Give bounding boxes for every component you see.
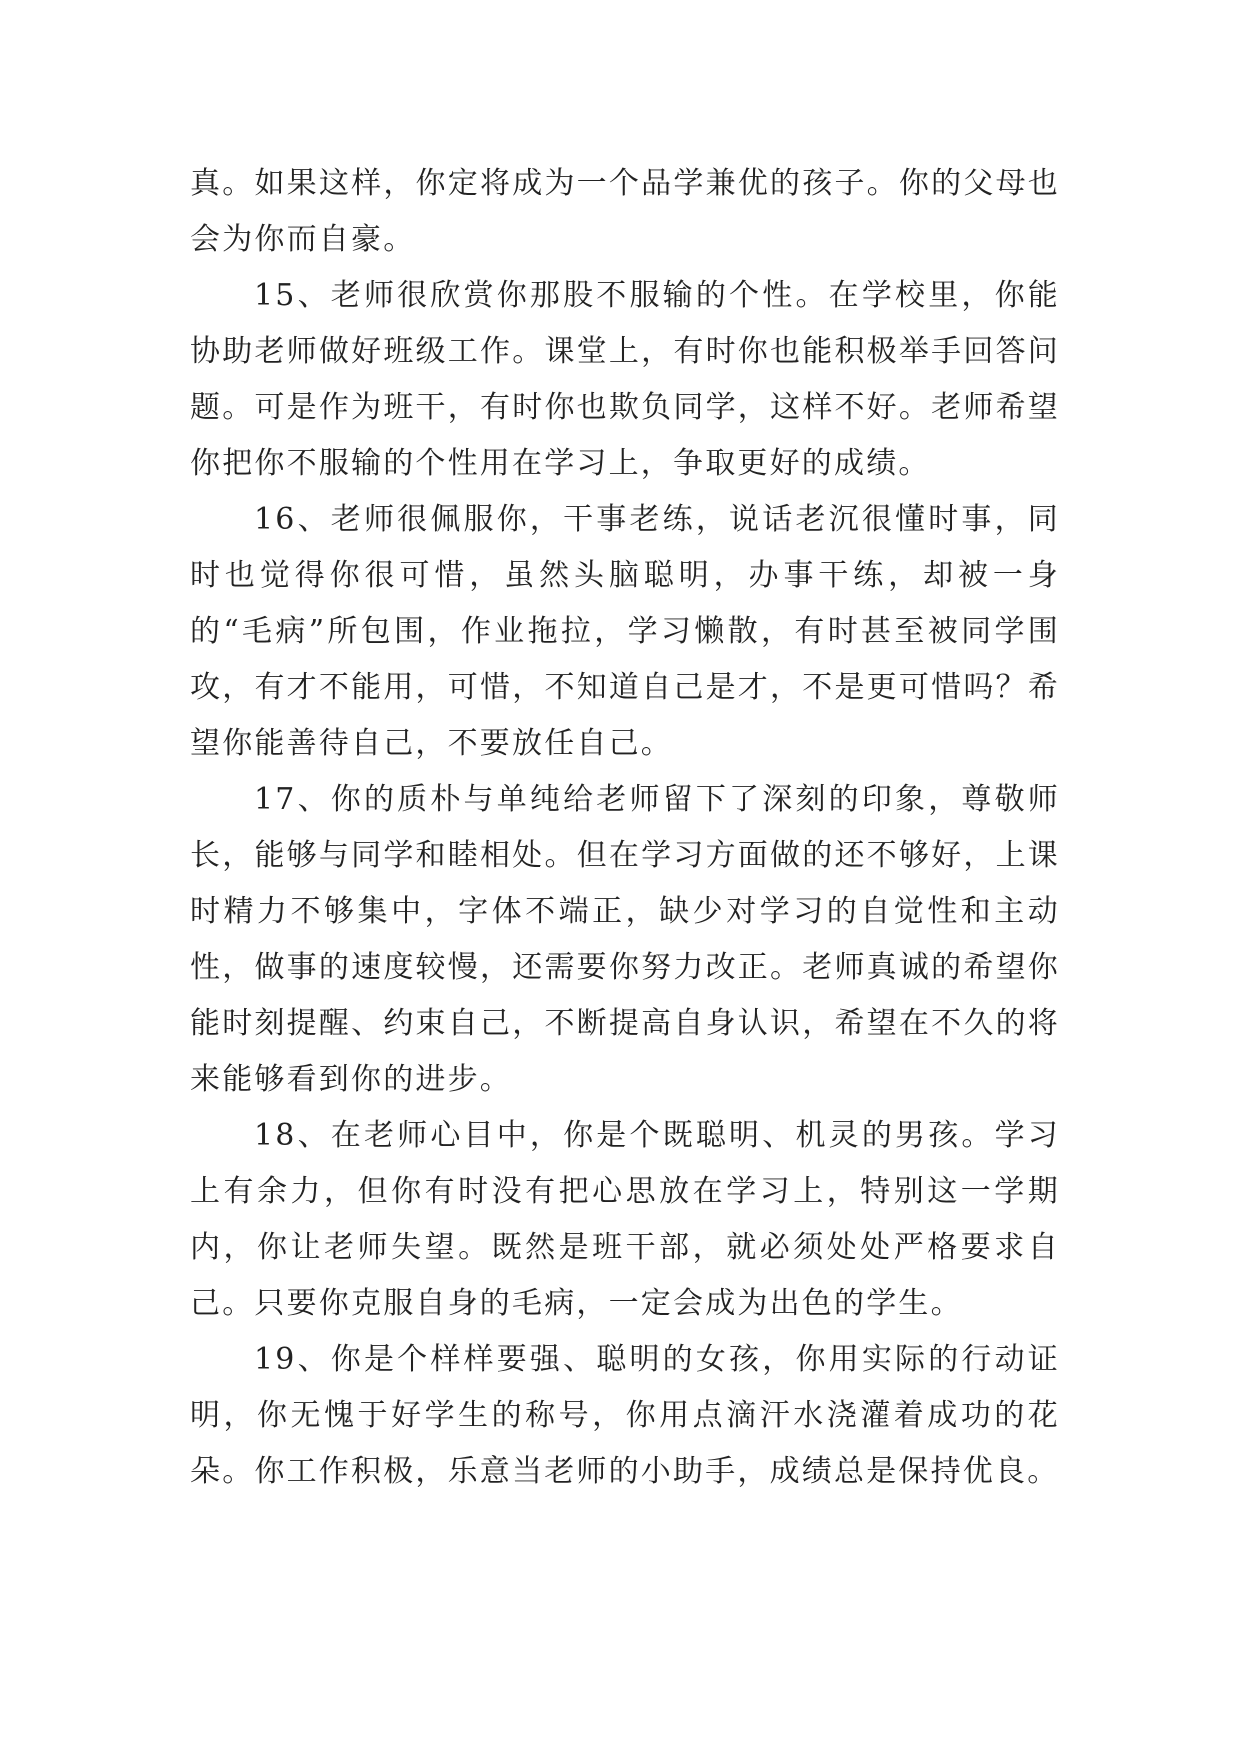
paragraph-comment-18: 18、在老师心目中，你是个既聪明、机灵的男孩。学习上有余力，但你有时没有把心思放在学习上，特别这一学期内，你让老师失望。既然是班干部，就必须处处严格要求自己。只要你克服自身的毛病，一定会成为出色的学生。 (190, 1118, 1060, 1321)
paragraph-continuation: 真。如果这样，你定将成为一个品学兼优的孩子。你的父母也会为你而自豪。 (190, 166, 1060, 257)
paragraph-comment-16: 16、老师很佩服你，干事老练，说话老沉很懂时事，同时也觉得你很可惜，虽然头脑聪明，办事干练，却被一身的“毛病”所包围，作业拖拉，学习懒散，有时甚至被同学围攻，有才不能用，可惜，不知道自己是才，不是更可惜吗？希望你能善待自己，不要放任自己。 (190, 502, 1060, 761)
paragraph-comment-15: 15、老师很欣赏你那股不服输的个性。在学校里，你能协助老师做好班级工作。课堂上，有时你也能积极举手回答问题。可是作为班干，有时你也欺负同学，这样不好。老师希望你把你不服输的个性用在学习上，争取更好的成绩。 (190, 278, 1060, 481)
document-body (190, 156, 1060, 1500)
paragraph-comment-17: 17、你的质朴与单纯给老师留下了深刻的印象，尊敬师长，能够与同学和睦相处。但在学习方面做的还不够好，上课时精力不够集中，字体不端正，缺少对学习的自觉性和主动性，做事的速度较慢，还需要你努力改正。老师真诚的希望你能时刻提醒、约束自己，不断提高自身认识，希望在不久的将来能够看到你的进步。 (190, 782, 1060, 1097)
paragraph-comment-19: 19、你是个样样要强、聪明的女孩，你用实际的行动证明，你无愧于好学生的称号，你用点滴汗水浇灌着成功的花朵。你工作积极，乐意当老师的小助手，成绩总是保持优良。 (190, 1342, 1060, 1489)
